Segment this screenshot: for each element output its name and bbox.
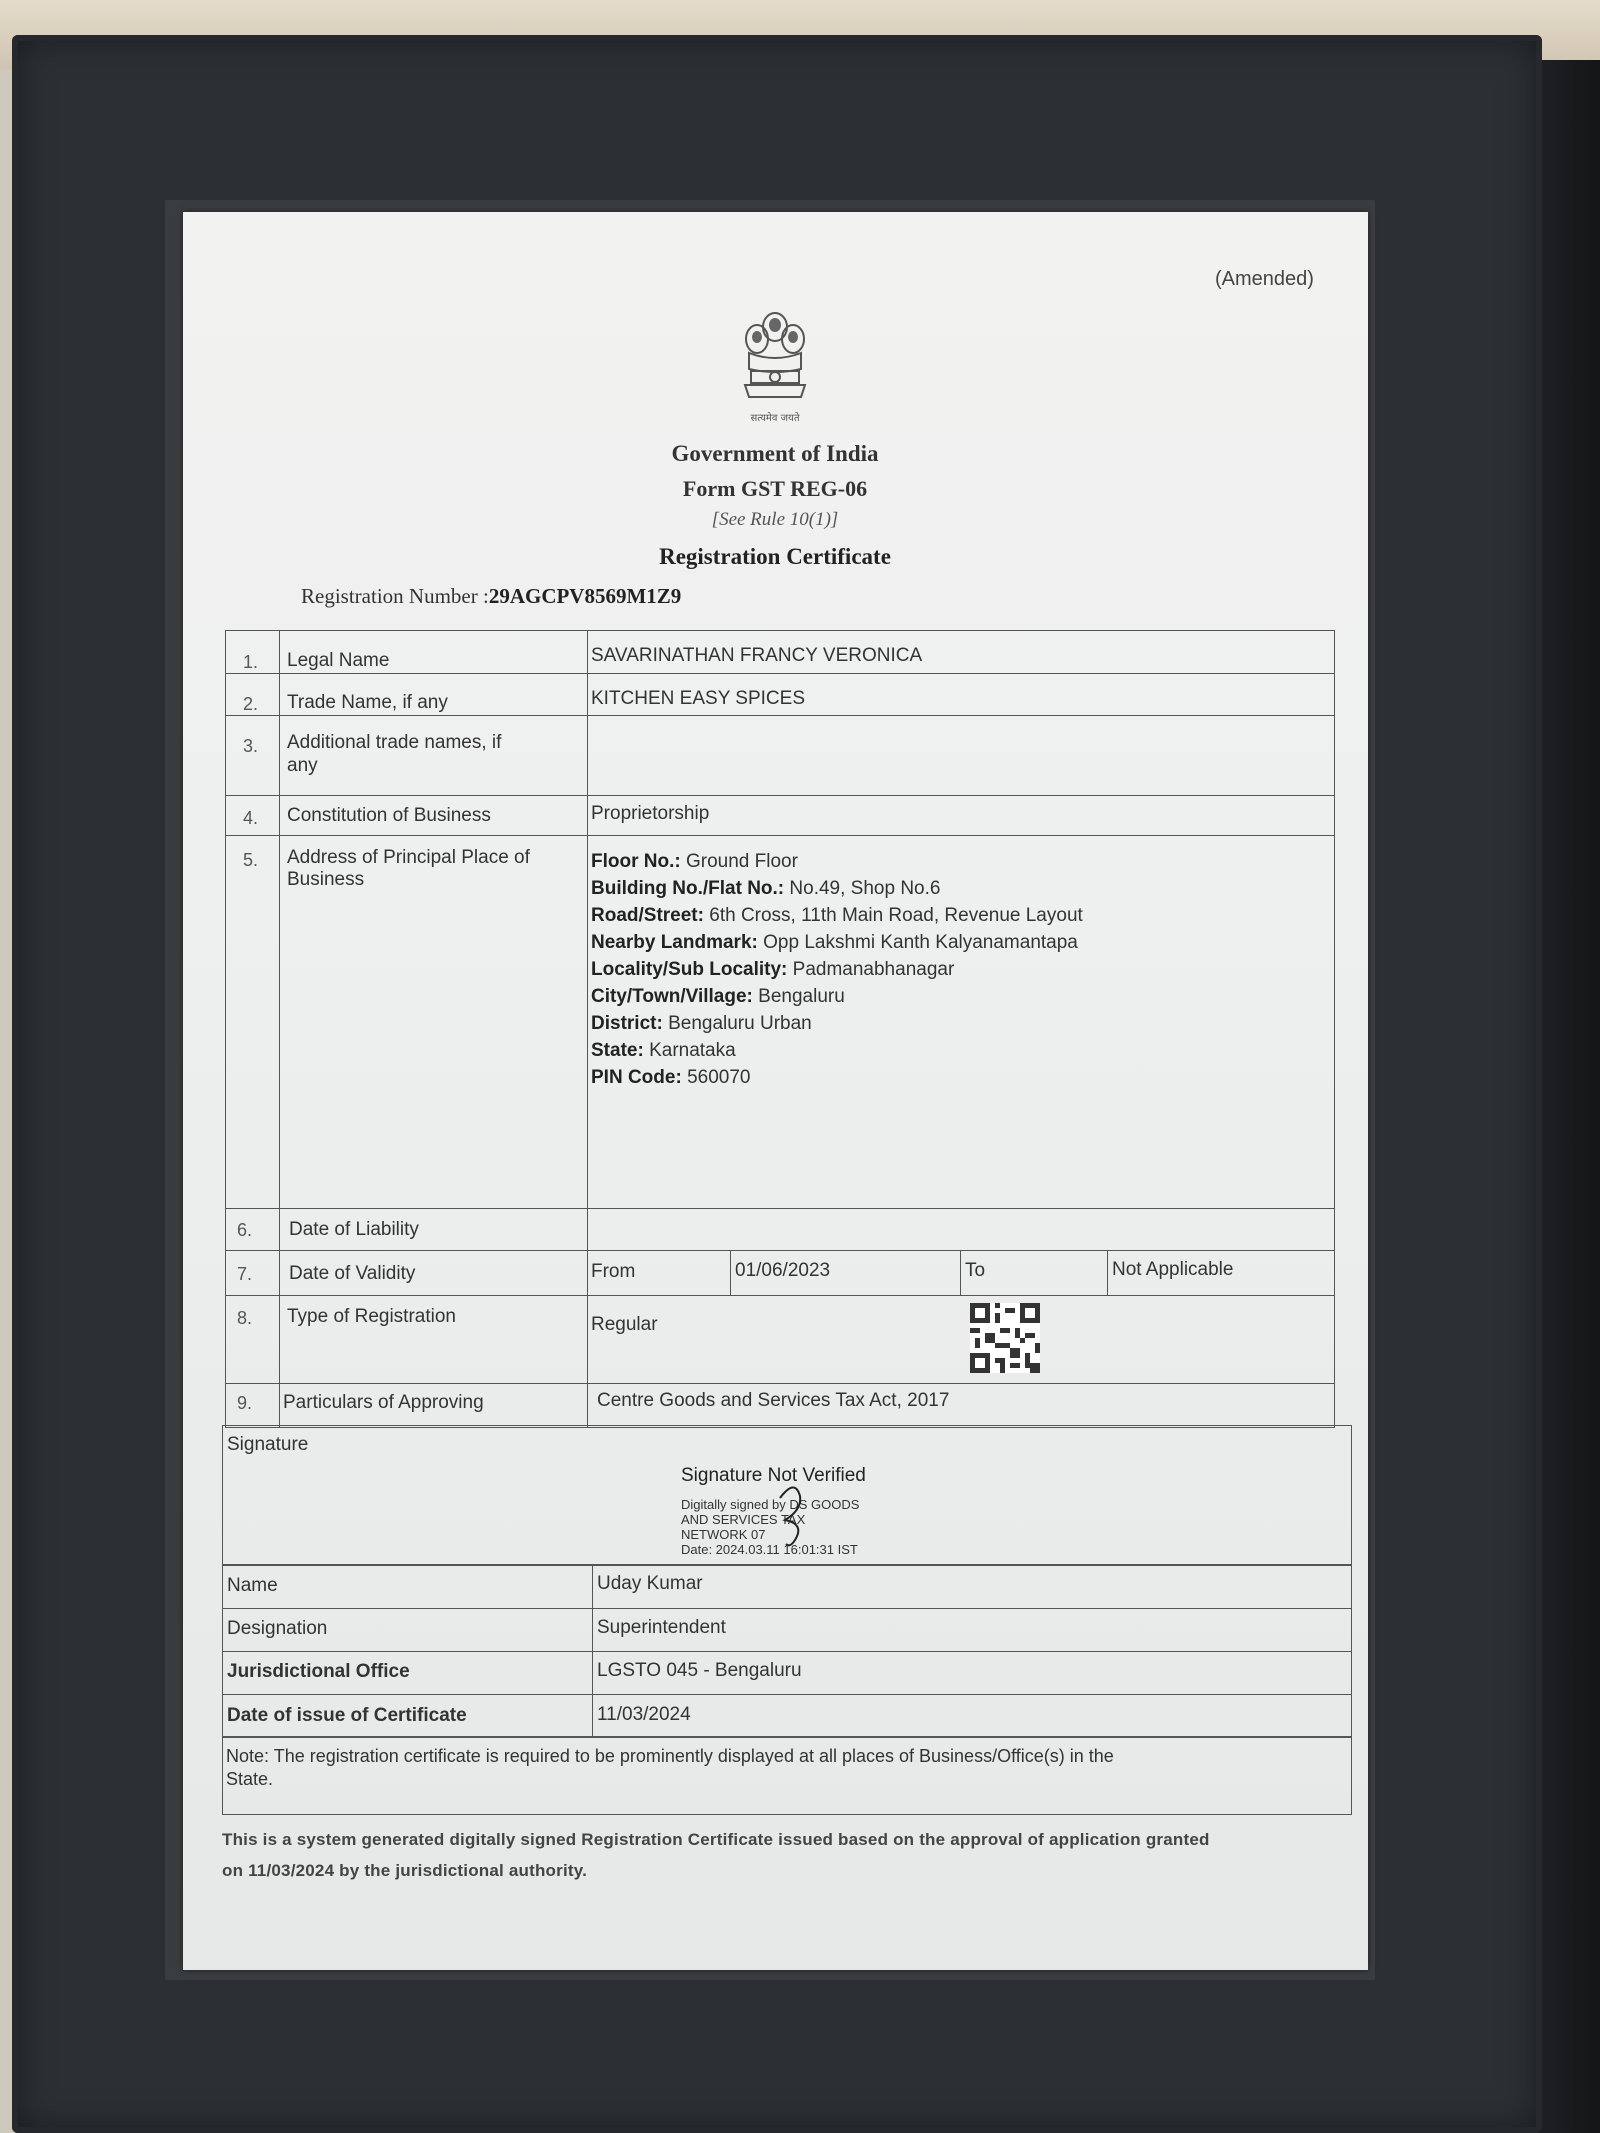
- address-label-cont: Business: [287, 869, 365, 890]
- type-of-registration-value: Regular: [591, 1314, 658, 1335]
- table-row-line: [225, 673, 1335, 674]
- row-number: 9.: [237, 1393, 253, 1413]
- type-of-registration-label: Type of Registration: [287, 1306, 456, 1327]
- certificate-title: Registration Certificate: [659, 544, 891, 569]
- row-number: 6.: [237, 1220, 253, 1240]
- date-of-liability-label: Date of Liability: [289, 1219, 419, 1240]
- validity-to-label: To: [965, 1260, 986, 1281]
- row-number: 3.: [243, 736, 259, 756]
- particulars-value: Centre Goods and Services Tax Act, 2017: [597, 1390, 950, 1411]
- validity-from-label: From: [591, 1261, 636, 1282]
- rule-reference: [See Rule 10(1)]: [711, 509, 839, 530]
- constitution-value: Proprietorship: [591, 803, 710, 824]
- address-locality: Locality/Sub Locality: Padmanabhanagar: [591, 959, 955, 980]
- national-emblem-icon: [735, 305, 815, 427]
- jurisdictional-office-value: LGSTO 045 - Bengaluru: [597, 1660, 802, 1681]
- footer-statement: [222, 1824, 1332, 1886]
- table-divider: [587, 630, 588, 1428]
- officer-name-label: Name: [227, 1575, 278, 1596]
- registration-number-value: 29AGCPV8569M1Z9: [488, 584, 682, 608]
- signature-mark-icon: [760, 1478, 820, 1558]
- table-row-line: [222, 1651, 1352, 1652]
- table-divider: [730, 1250, 731, 1295]
- constitution-label: Constitution of Business: [287, 805, 491, 826]
- address-state: State: Karnataka: [591, 1040, 736, 1061]
- table-row-line: [222, 1608, 1352, 1609]
- row-number: 4.: [243, 808, 259, 828]
- date-of-validity-label: Date of Validity: [289, 1263, 416, 1284]
- address-district: District: Bengaluru Urban: [591, 1013, 812, 1034]
- footer-line-2: on 11/03/2024 by the jurisdictional authority.: [222, 1861, 588, 1880]
- address-landmark: Nearby Landmark: Opp Lakshmi Kanth Kalyanamantapa: [591, 932, 1078, 953]
- form-title: Form GST REG-06: [682, 476, 868, 501]
- table-row-line: [225, 795, 1335, 796]
- row-number: 8.: [237, 1308, 253, 1328]
- note-line-1: Note: The registration certificate is required to be prominently displayed at all places of Business/Office(s) in the: [226, 1746, 1114, 1766]
- trade-name-label: Trade Name, if any: [287, 692, 448, 713]
- amended-tag: (Amended): [1215, 268, 1314, 290]
- row-number: 1.: [243, 652, 259, 672]
- address-building: Building No./Flat No.: No.49, Shop No.6: [591, 878, 941, 899]
- issue-date-value: 11/03/2024: [597, 1704, 691, 1725]
- designation-label: Designation: [227, 1618, 328, 1639]
- table-row-line: [225, 1250, 1335, 1251]
- row-number: 2.: [243, 694, 259, 714]
- address-floor: Floor No.: Ground Floor: [591, 851, 798, 872]
- government-title: Government of India: [671, 441, 879, 466]
- trade-name-value: KITCHEN EASY SPICES: [591, 688, 805, 709]
- table-divider: [960, 1250, 961, 1295]
- qr-code-icon: [970, 1303, 1040, 1373]
- registration-number-label: Registration Number :: [301, 584, 489, 608]
- legal-name-label: Legal Name: [287, 650, 390, 671]
- table-divider: [279, 630, 280, 1428]
- validity-from-value: 01/06/2023: [735, 1260, 831, 1281]
- table-row-line: [225, 835, 1335, 836]
- particulars-label: Particulars of Approving: [283, 1392, 484, 1413]
- table-row-line: [222, 1694, 1352, 1695]
- address-pin: PIN Code: 560070: [591, 1067, 751, 1088]
- table-row-line: [225, 715, 1335, 716]
- issue-date-label: Date of issue of Certificate: [227, 1705, 467, 1726]
- additional-trade-names-label: Additional trade names, if: [287, 732, 502, 753]
- address-road: Road/Street: 6th Cross, 11th Main Road, Revenue Layout: [591, 905, 1083, 926]
- row-number: 7.: [237, 1264, 253, 1284]
- table-row-line: [225, 1208, 1335, 1209]
- emblem-motto: सत्यमेव जयते: [750, 413, 800, 424]
- legal-name-value: SAVARINATHAN FRANCY VERONICA: [591, 645, 923, 666]
- jurisdictional-office-label: Jurisdictional Office: [227, 1661, 410, 1682]
- table-row-line: [225, 1383, 1335, 1384]
- validity-to-value: Not Applicable: [1112, 1259, 1234, 1280]
- row-number: 5.: [243, 850, 259, 870]
- table-divider: [1107, 1250, 1108, 1295]
- registration-number: [301, 584, 681, 609]
- footer-line-1: This is a system generated digitally signed Registration Certificate issued based on the approval of application granted: [222, 1830, 1210, 1849]
- address-block: [591, 848, 1083, 1091]
- address-city: City/Town/Village: Bengaluru: [591, 986, 845, 1007]
- signature-details: Digitally signed by DS GOODS AND SERVICES TAX NETWORK 07 Date: 2024.03.11 16:01:31 IST: [681, 1497, 860, 1557]
- additional-trade-names-label-cont: any: [287, 755, 318, 776]
- note-line-2: State.: [226, 1769, 274, 1789]
- table-row-line: [225, 1295, 1335, 1296]
- signature-label: Signature: [227, 1434, 309, 1455]
- designation-value: Superintendent: [597, 1617, 726, 1638]
- address-label: Address of Principal Place of: [287, 847, 530, 868]
- signature-status: Signature Not Verified: [681, 1465, 866, 1486]
- officer-name-value: Uday Kumar: [597, 1573, 703, 1594]
